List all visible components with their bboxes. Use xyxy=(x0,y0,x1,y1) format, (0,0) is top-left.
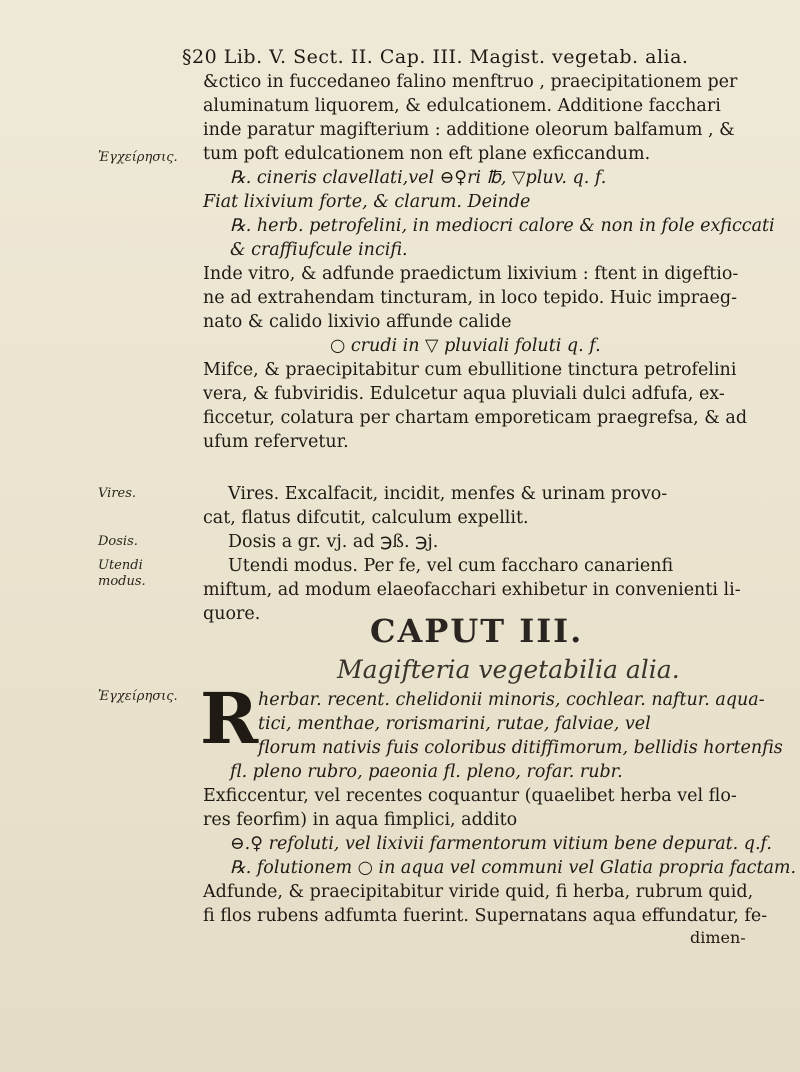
text-line: cat, flatus difcutit, calculum expellit. xyxy=(203,508,529,528)
text-line: ufum refervetur. xyxy=(203,432,349,452)
recipe-line: ℞. cineris clavellati,vel ⊖♀ri ℔, ▽pluv. q. f. xyxy=(230,168,607,188)
text-line: &ctico in fuccedaneo falino menftruo , praecipitationem per xyxy=(203,72,738,92)
recipe-line: ℞. herb. petrofelini, in mediocri calore & non in fole exficcati xyxy=(230,216,775,236)
text-line: Dosis a gr. vj. ad ℈ß. ℈j. xyxy=(228,532,439,552)
chapter-line: fi flos rubens adfumta fuerint. Supernatans aqua effundatur, fe- xyxy=(203,906,768,926)
text-line: Vires. Excalfacit, incidit, menfes & urinam provo- xyxy=(228,484,668,504)
drop-cap: R xyxy=(200,677,259,760)
margin-note-dosis: Dosis. xyxy=(98,534,138,549)
margin-note-vires: Vires. xyxy=(98,486,137,501)
text-line: Mifce, & praecipitabitur cum ebullitione tinctura petrofelini xyxy=(203,360,737,380)
chapter-line: tici, menthae, rorismarini, rutae, falviae, vel xyxy=(258,714,651,734)
text-line: ficcetur, colatura per chartam emporeticam praegrefsa, & ad xyxy=(203,408,748,428)
text-line: nato & calido lixivio affunde calide xyxy=(203,312,512,332)
recipe-line: Fiat lixivium forte, & clarum. Deinde xyxy=(203,192,531,212)
margin-note-enchiresis-2: Ἐγχείρησις. xyxy=(98,689,178,704)
text-line: miftum, ad modum elaeofacchari exhibetur in convenienti li- xyxy=(203,580,741,600)
recipe-line: & craffiufcule incifi. xyxy=(230,240,408,260)
running-header: §20 Lib. V. Sect. II. Cap. III. Magist. vegetab. alia. xyxy=(182,46,689,68)
chapter-line: res feorfim) in aqua fimplici, addito xyxy=(203,810,518,830)
chapter-line: ℞. folutionem ○ in aqua vel communi vel Glatia propria factam. xyxy=(230,858,797,878)
margin-note-utendi: Utendi modus. xyxy=(98,558,146,589)
chapter-title: CAPUT III. xyxy=(370,612,584,650)
chapter-line: florum nativis fuis coloribus ditiffimorum, bellidis hortenfis xyxy=(258,738,783,758)
chapter-line: fl. pleno rubro, paeonia fl. pleno, rofar. rubr. xyxy=(230,762,623,782)
catchword: dimen- xyxy=(690,928,746,947)
text-line: inde paratur magifterium : additione oleorum balfamum , & xyxy=(203,120,735,140)
text-line: tum poft edulcationem non eft plane exficcandum. xyxy=(203,144,651,164)
chapter-line: herbar. recent. chelidonii minoris, cochlear. naftur. aqua- xyxy=(258,690,765,710)
chapter-line: ⊖.♀ refoluti, vel lixivii farmentorum vitium bene depurat. q.f. xyxy=(230,834,772,854)
text-line: quore. xyxy=(203,604,261,624)
text-line: Inde vitro, & adfunde praedictum lixivium : ftent in digeftio- xyxy=(203,264,739,284)
text-line: Utendi modus. Per fe, vel cum faccharo canarienfi xyxy=(228,556,674,576)
text-line: aluminatum liquorem, & edulcationem. Additione facchari xyxy=(203,96,721,116)
recipe-line: ○ crudi in ▽ pluviali foluti q. f. xyxy=(330,336,601,356)
chapter-line: Exficcentur, vel recentes coquantur (quaelibet herba vel flo- xyxy=(203,786,737,806)
chapter-subtitle: Magifteria vegetabilia alia. xyxy=(337,655,680,684)
margin-note-enchiresis: Ἐγχείρησις. xyxy=(98,150,178,165)
text-line: ne ad extrahendam tincturam, in loco tepido. Huic impraeg- xyxy=(203,288,738,308)
text-line: vera, & fubviridis. Edulcetur aqua pluviali dulci adfufa, ex- xyxy=(203,384,725,404)
chapter-line: Adfunde, & praecipitabitur viride quid, fi herba, rubrum quid, xyxy=(203,882,754,902)
